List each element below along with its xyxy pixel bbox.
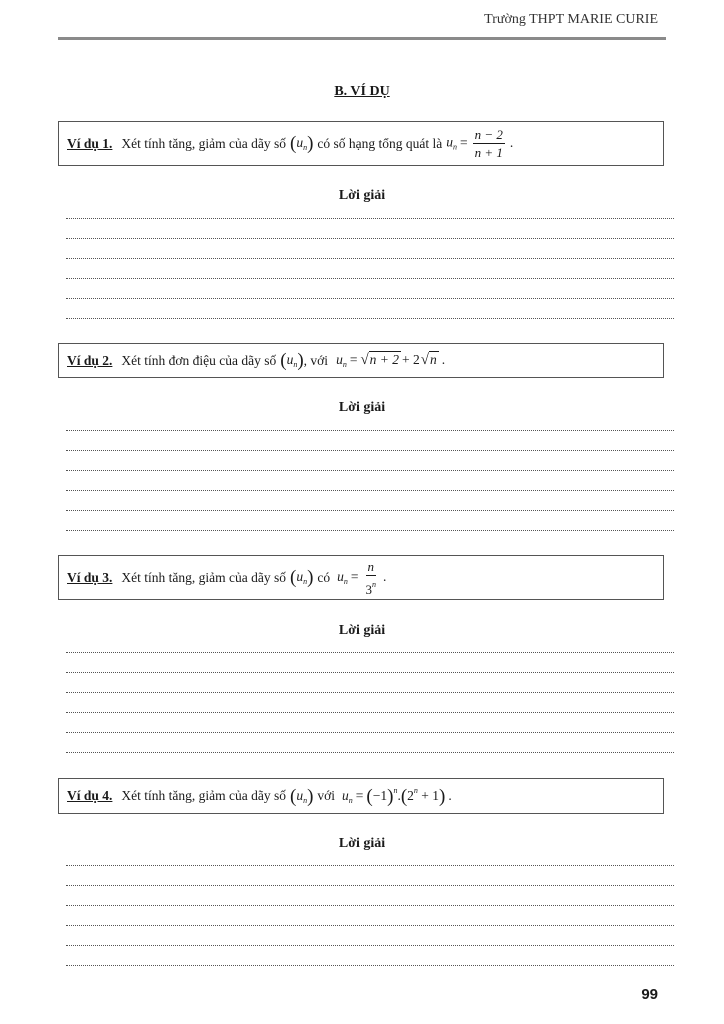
answer-line bbox=[66, 238, 674, 239]
answer-line bbox=[66, 905, 674, 906]
school-name: Trường THPT MARIE CURIE bbox=[484, 12, 658, 27]
header-divider bbox=[58, 37, 666, 40]
example-1-formula: $u_n$ = $\frac{n - 2}{n + 1}$ . bbox=[446, 127, 514, 160]
example-4-sequence: $(u_n)$ bbox=[290, 785, 314, 807]
answer-line bbox=[66, 965, 674, 966]
answer-line bbox=[66, 298, 674, 299]
answer-line bbox=[66, 945, 674, 946]
answer-line bbox=[66, 490, 674, 491]
example-3-text2: có bbox=[317, 569, 331, 585]
answer-line bbox=[66, 692, 674, 693]
example-4-text2: với bbox=[317, 788, 336, 803]
example-3-solution-label: Lời giải bbox=[338, 623, 386, 638]
answer-line bbox=[66, 258, 674, 259]
example-1-text2: có số hạng tổng quát là bbox=[317, 135, 443, 151]
answer-line bbox=[66, 318, 674, 319]
answer-line bbox=[66, 885, 674, 886]
answer-line bbox=[66, 865, 674, 866]
answer-line bbox=[66, 430, 674, 431]
example-2-text2: , với bbox=[303, 352, 329, 368]
example-3-formula: $u_n$ = $\frac{n}{3^n}$ . bbox=[337, 558, 387, 597]
example-4-text: Xét tính tăng, giảm của dãy số bbox=[121, 788, 286, 803]
answer-line bbox=[66, 752, 674, 753]
example-2-sequence: $(u_n)$ bbox=[280, 350, 304, 371]
answer-line bbox=[66, 672, 674, 673]
example-1-box bbox=[58, 121, 664, 166]
answer-line bbox=[66, 278, 674, 279]
answer-line bbox=[66, 652, 674, 653]
example-1-sequence: $(u_n)$ bbox=[290, 133, 314, 154]
example-2-solution-label: Lời giải bbox=[338, 400, 386, 415]
example-3-text: Xét tính tăng, giảm của dãy số bbox=[121, 569, 286, 585]
section-title: B. VÍ DỤ bbox=[334, 84, 390, 99]
answer-line bbox=[66, 470, 674, 471]
example-4-label: Ví dụ 4. bbox=[67, 788, 113, 803]
answer-line bbox=[66, 925, 674, 926]
answer-line bbox=[66, 530, 674, 531]
example-3-label: Ví dụ 3. bbox=[67, 569, 113, 585]
example-4-formula: $u_n = (-1)^n.(2^n + 1)$ . bbox=[342, 786, 452, 807]
answer-line bbox=[66, 732, 674, 733]
page-number: 99 bbox=[641, 986, 658, 1003]
example-1-solution-label: Lời giải bbox=[338, 188, 386, 203]
example-3-box bbox=[58, 555, 664, 600]
example-2-label: Ví dụ 2. bbox=[67, 352, 113, 368]
example-2-formula: $u_n = √n + 2 + 2√n$ . bbox=[336, 352, 446, 369]
example-1-text: Xét tính tăng, giảm của dãy số bbox=[121, 135, 286, 151]
example-3-sequence: $(u_n)$ bbox=[290, 567, 314, 588]
answer-line bbox=[66, 712, 674, 713]
example-2-box bbox=[58, 343, 664, 378]
answer-line bbox=[66, 218, 674, 219]
example-2-text: Xét tính đơn điệu của dãy số bbox=[121, 352, 277, 368]
example-1-label: Ví dụ 1. bbox=[67, 135, 113, 151]
answer-line bbox=[66, 450, 674, 451]
example-4-box bbox=[58, 778, 664, 814]
answer-line bbox=[66, 510, 674, 511]
example-4-solution-label: Lời giải bbox=[338, 836, 386, 851]
